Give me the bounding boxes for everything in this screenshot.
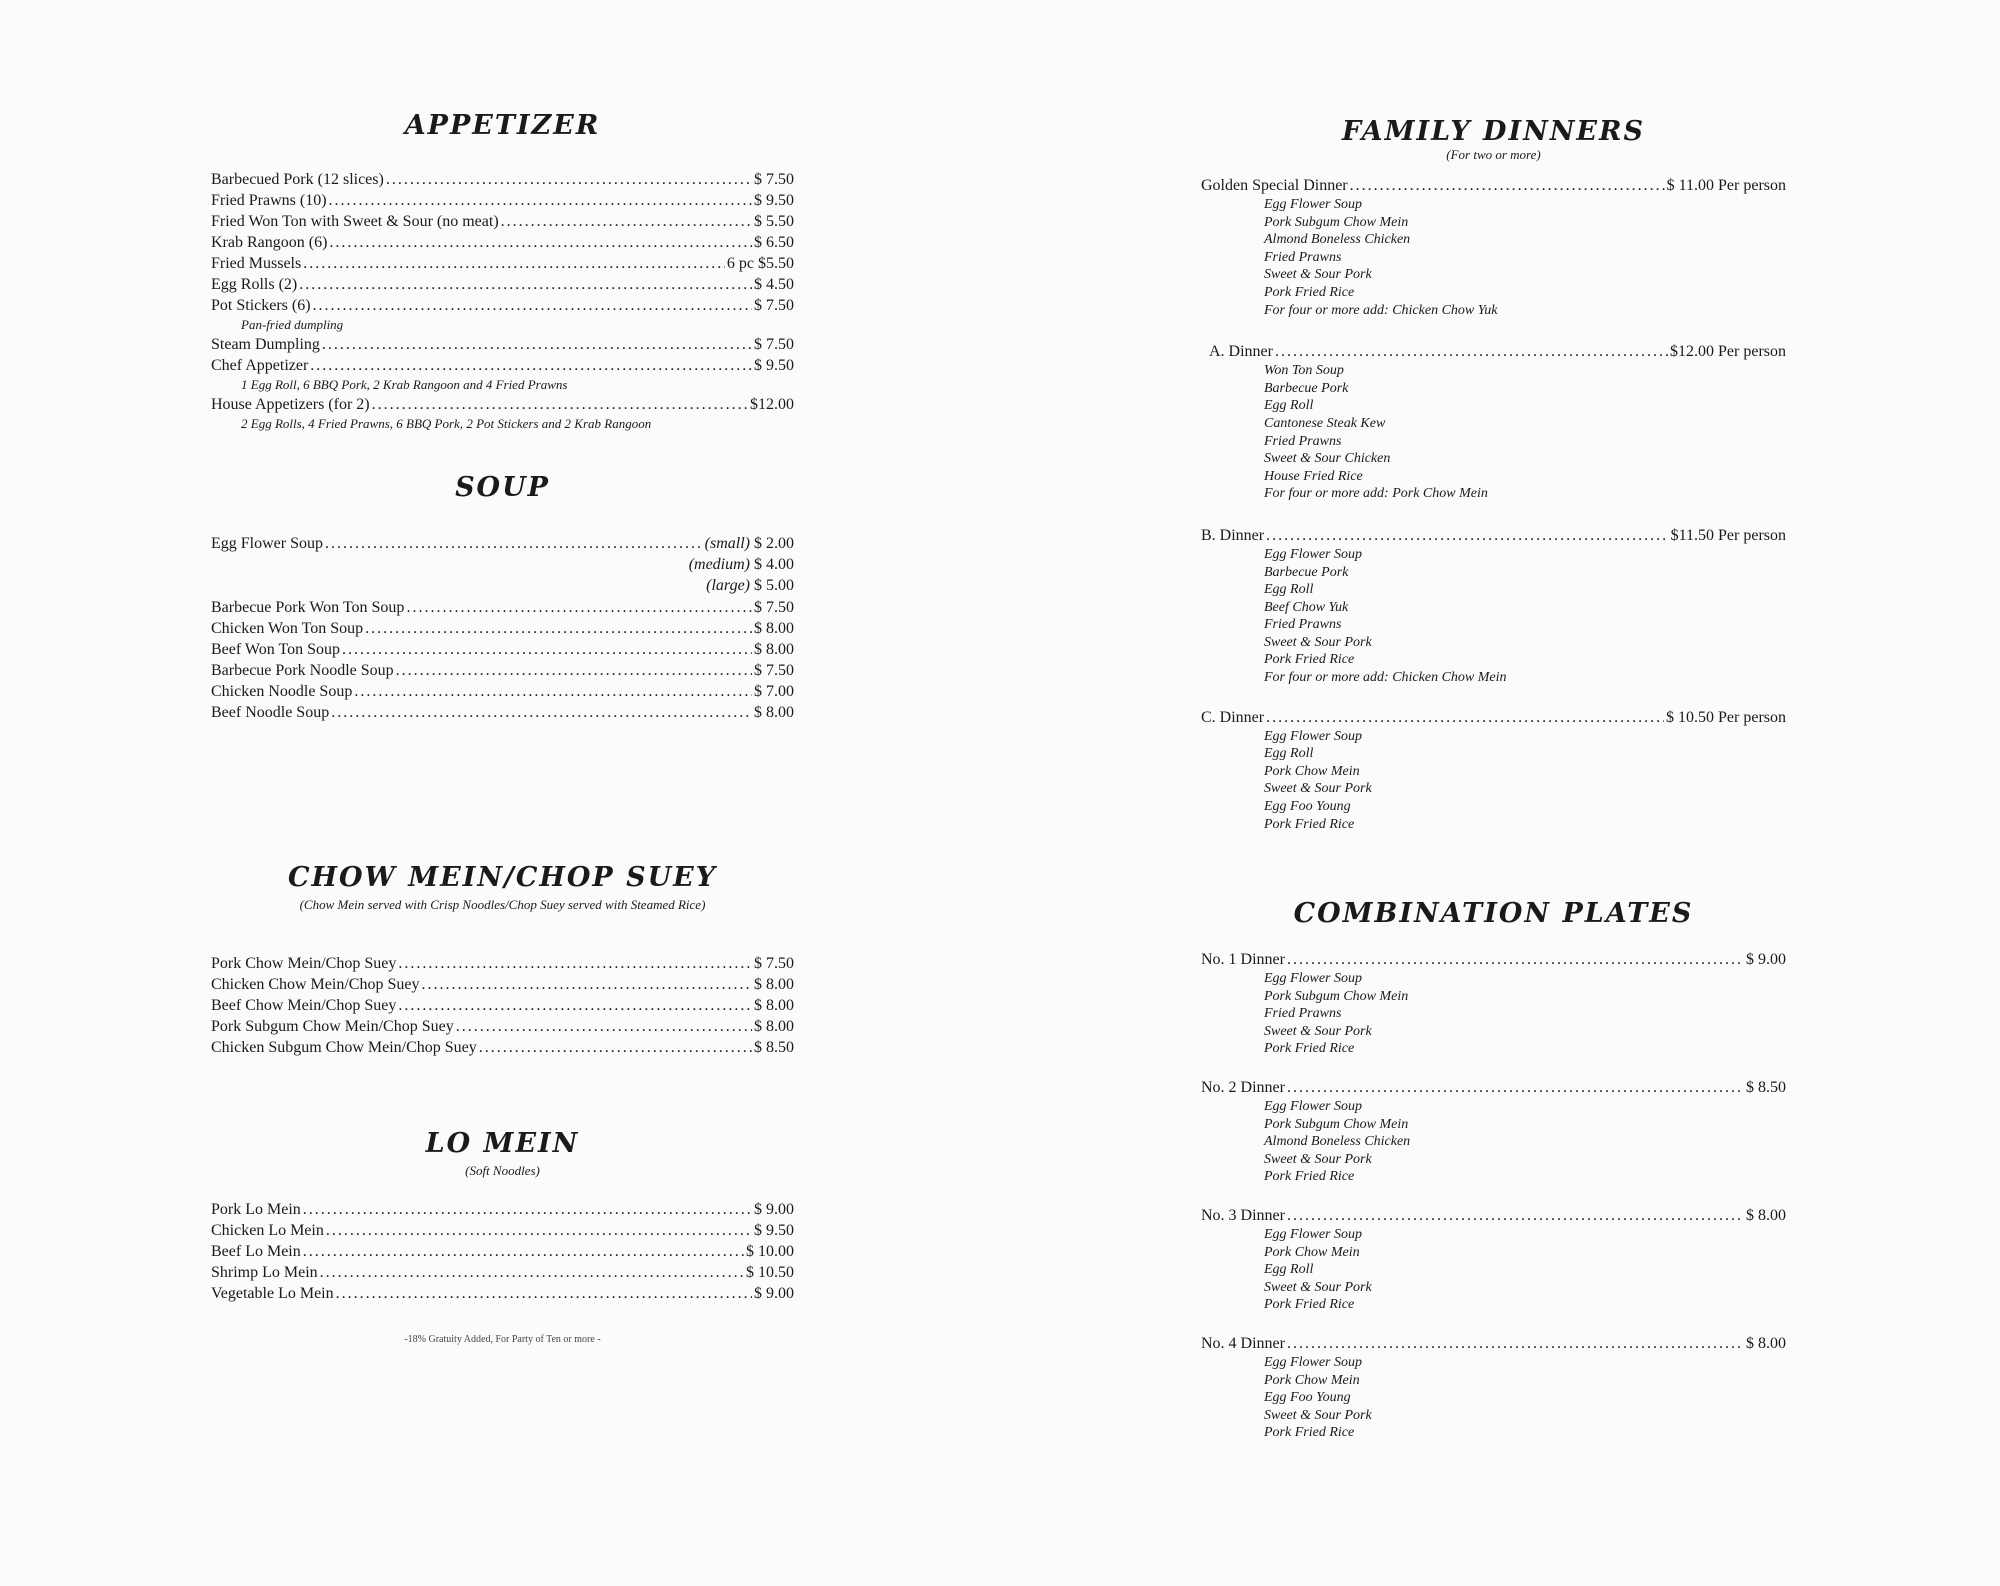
item-note: 2 Egg Rolls, 4 Fried Prawns, 6 BBQ Pork, 2 Pot Stickers and 2 Krab Rangoon (241, 416, 652, 431)
course-item: Egg Foo Young (1264, 799, 1351, 815)
family-dinner (1201, 341, 1786, 503)
menu-item: Beef Won Ton Soup . . . $ 8.00 (211, 639, 794, 660)
course-item: Cantonese Steak Kew (1264, 415, 1386, 431)
course-item: Pork Chow Mein (1264, 1372, 1360, 1388)
family-dinners-heading: FAMILY DINNERS (1342, 116, 1645, 147)
course-item: For four or more add: Pork Chow Mein (1264, 486, 1488, 502)
course-item: Sweet & Sour Pork (1264, 1151, 1372, 1167)
family-dinner (1201, 707, 1786, 834)
menu-item-egg-flower-soup: Egg Flower Soup . . . (small) $ 2.00 (211, 533, 794, 554)
combo-plate (1201, 1333, 1786, 1442)
gratuity-note: -18% Gratuity Added, For Party of Ten or more - (404, 1334, 601, 1345)
course-item: House Fried Rice (1264, 468, 1363, 484)
menu-item: Beef Noodle Soup . . . $ 8.00 (211, 702, 794, 723)
soup-size-row: (large) $ 5.00 (706, 577, 794, 594)
appetizer-list (211, 169, 794, 433)
soup-size-row: (medium) $ 4.00 (688, 556, 794, 573)
course-item: Pork Subgum Chow Mein (1264, 214, 1409, 230)
family-dinner (1201, 525, 1786, 687)
course-item: Egg Flower Soup (1264, 1098, 1362, 1114)
item-note: Pan-fried dumpling (241, 317, 344, 332)
menu-item: Beef Chow Mein/Chop Suey . . . $ 8.00 (211, 995, 794, 1016)
dinner-title: Golden Special Dinner . . . $ 11.00 Per person (1201, 175, 1786, 196)
course-item: Egg Flower Soup (1264, 197, 1362, 212)
dinner-title: A. Dinner . . . $12.00 Per person (1201, 341, 1786, 362)
course-item: Sweet & Sour Pork (1264, 1279, 1372, 1295)
family-dinners-subtitle: (For two or more) (1446, 147, 1541, 162)
course-item: Pork Fried Rice (1264, 1425, 1355, 1441)
plate-title: No. 1 Dinner . . . $ 9.00 (1201, 949, 1786, 970)
course-item: For four or more add: Chicken Chow Mein (1264, 670, 1507, 686)
menu-item: Beef Lo Mein . . . $ 10.00 (211, 1241, 794, 1262)
course-item: Pork Fried Rice (1264, 816, 1355, 832)
combo-plate (1201, 949, 1786, 1058)
course-item: Almond Boneless Chicken (1264, 1134, 1411, 1150)
course-item: Egg Flower Soup (1264, 728, 1362, 744)
course-item: Egg Flower Soup (1264, 1226, 1362, 1242)
course-item: Egg Flower Soup (1264, 546, 1362, 562)
appetizer-heading: APPETIZER (404, 110, 601, 141)
course-item: Fried Prawns (1264, 617, 1342, 633)
course-item: Pork Fried Rice (1264, 652, 1355, 668)
course-item: Egg Flower Soup (1264, 1354, 1362, 1370)
menu-item: Chef Appetizer . . . $ 9.50 (211, 355, 794, 376)
course-item: Sweet & Sour Pork (1264, 781, 1372, 797)
course-item: Egg Roll (1264, 1262, 1314, 1278)
course-item: Pork Fried Rice (1264, 1041, 1355, 1057)
course-item: Won Ton Soup (1264, 363, 1344, 379)
course-item: Sweet & Sour Pork (1264, 1407, 1372, 1423)
family-dinners-section (1201, 116, 1786, 833)
item-note: 1 Egg Roll, 6 BBQ Pork, 2 Krab Rangoon and 4 Fried Prawns (241, 377, 568, 392)
course-item: Egg Roll (1264, 582, 1314, 598)
chow-mein-subtitle: (Chow Mein served with Crisp Noodles/Chop Suey served with Steamed Rice) (299, 897, 706, 912)
course-item: Pork Fried Rice (1264, 284, 1355, 300)
course-item: Sweet & Sour Chicken (1264, 451, 1391, 467)
plate-title: No. 3 Dinner . . . $ 8.00 (1201, 1205, 1786, 1226)
course-item: Pork Chow Mein (1264, 763, 1360, 779)
course-item: Beef Chow Yuk (1264, 599, 1349, 615)
combo-plate (1201, 1205, 1786, 1314)
menu-item: House Appetizers (for 2) . . . $12.00 (211, 394, 794, 415)
menu-item: Steam Dumpling . . . $ 7.50 (211, 334, 794, 355)
combination-plates-heading: COMBINATION PLATES (1293, 898, 1694, 929)
family-dinner (1201, 175, 1786, 319)
course-item: Egg Flower Soup (1264, 971, 1362, 986)
course-item: Barbecue Pork (1264, 380, 1349, 396)
course-item: Pork Subgum Chow Mein (1264, 988, 1409, 1004)
menu-item: Chicken Lo Mein . . . $ 9.50 (211, 1220, 794, 1241)
course-item: Fried Prawns (1264, 433, 1342, 449)
course-item: Egg Roll (1264, 398, 1314, 414)
lo-mein-subtitle: (Soft Noodles) (465, 1163, 540, 1178)
course-item: For four or more add: Chicken Chow Yuk (1264, 302, 1498, 318)
course-item: Pork Subgum Chow Mein (1264, 1116, 1409, 1132)
menu-item: Fried Mussels . . . 6 pc $5.50 (211, 253, 794, 274)
lo-mein-section (211, 1128, 794, 1345)
appetizer-section (211, 110, 794, 433)
soup-section (211, 472, 794, 723)
combo-plate (1201, 1077, 1786, 1186)
menu-item: Barbecued Pork (12 slices) . . . $ 7.50 (211, 169, 794, 190)
menu-item: Pork Subgum Chow Mein/Chop Suey . . . $ 8.00 (211, 1016, 794, 1037)
lo-mein-heading: LO MEIN (425, 1128, 580, 1159)
plate-title: No. 2 Dinner . . . $ 8.50 (1201, 1077, 1786, 1098)
menu-item: Fried Prawns (10) . . . $ 9.50 (211, 190, 794, 211)
menu-item: Barbecue Pork Noodle Soup . . . $ 7.50 (211, 660, 794, 681)
dinner-title: B. Dinner . . . $11.50 Per person (1201, 525, 1786, 546)
menu-item: Barbecue Pork Won Ton Soup . . . $ 7.50 (211, 597, 794, 618)
menu-item: Vegetable Lo Mein . . . $ 9.00 (211, 1283, 794, 1304)
menu-item: Chicken Chow Mein/Chop Suey . . . $ 8.00 (211, 974, 794, 995)
course-item: Pork Fried Rice (1264, 1297, 1355, 1313)
course-item: Fried Prawns (1264, 249, 1342, 265)
chow-mein-section (211, 862, 794, 1058)
menu-item: Chicken Subgum Chow Mein/Chop Suey . . . $ 8.50 (211, 1037, 794, 1058)
menu-item: Egg Rolls (2) . . . $ 4.50 (211, 274, 794, 295)
menu-item: Pork Lo Mein . . . $ 9.00 (211, 1199, 794, 1220)
course-item: Pork Fried Rice (1264, 1169, 1355, 1185)
menu-item: Chicken Won Ton Soup . . . $ 8.00 (211, 618, 794, 639)
combination-plates-section (1201, 898, 1786, 1442)
course-item: Barbecue Pork (1264, 564, 1349, 580)
course-item: Sweet & Sour Pork (1264, 267, 1372, 283)
dinner-title: C. Dinner . . . $ 10.50 Per person (1201, 707, 1786, 728)
course-item: Pork Chow Mein (1264, 1244, 1360, 1260)
course-item: Sweet & Sour Pork (1264, 634, 1372, 650)
menu-item: Chicken Noodle Soup . . . $ 7.00 (211, 681, 794, 702)
menu-item: Shrimp Lo Mein . . . $ 10.50 (211, 1262, 794, 1283)
course-item: Sweet & Sour Pork (1264, 1023, 1372, 1039)
chow-mein-heading: CHOW MEIN/CHOP SUEY (288, 862, 717, 893)
soup-heading: SOUP (455, 472, 550, 503)
course-item: Fried Prawns (1264, 1006, 1342, 1022)
course-item: Egg Roll (1264, 746, 1314, 762)
menu-item: Pot Stickers (6) . . . $ 7.50 (211, 295, 794, 316)
menu-item: Fried Won Ton with Sweet & Sour (no meat) . . . $ 5.50 (211, 211, 794, 232)
course-item: Almond Boneless Chicken (1264, 232, 1411, 248)
menu-item: Pork Chow Mein/Chop Suey . . . $ 7.50 (211, 953, 794, 974)
menu-item: Krab Rangoon (6) . . . $ 6.50 (211, 232, 794, 253)
plate-title: No. 4 Dinner . . . $ 8.00 (1201, 1333, 1786, 1354)
course-item: Egg Foo Young (1264, 1390, 1351, 1406)
